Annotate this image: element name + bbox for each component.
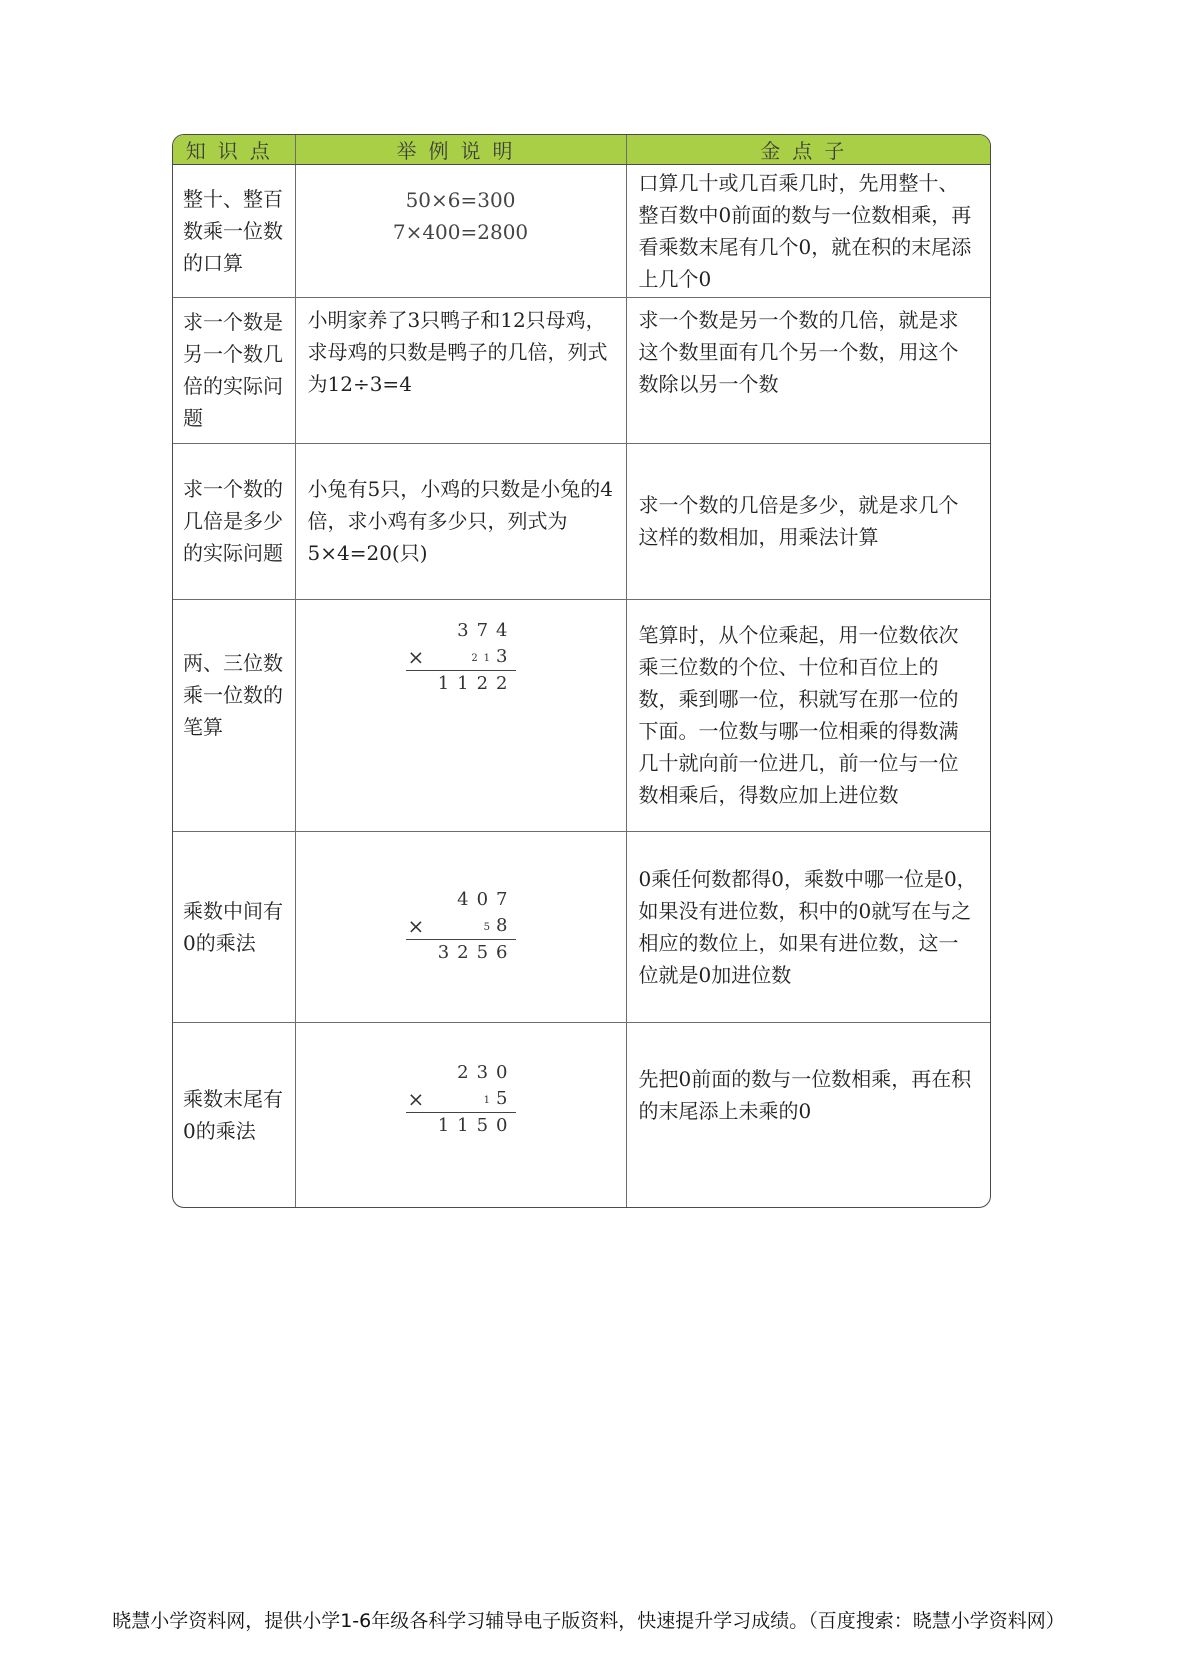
table-row — [173, 443, 990, 599]
header-tip: 金点子 — [626, 135, 990, 165]
vertical-top-number: 374 — [457, 619, 516, 641]
table-row — [173, 165, 990, 298]
knowledge-table-grid — [173, 135, 990, 1207]
table-row — [173, 1022, 990, 1207]
table-row — [173, 831, 990, 1022]
multiply-sign: × — [407, 1087, 425, 1112]
example-cell — [295, 831, 626, 1022]
carry-digits: 5 — [483, 922, 497, 934]
vertical-result: 1122 — [437, 672, 516, 694]
carry-digits: 1 — [483, 1095, 497, 1107]
example-calc-line: 7×400=2800 — [392, 220, 529, 245]
table-row — [173, 599, 990, 831]
vertical-top-number: 230 — [457, 1062, 516, 1084]
tip-cell: 求一个数的几倍是多少，就是求几个这样的数相加，用乘法计算 — [626, 443, 990, 599]
header-example: 举例说明 — [295, 135, 626, 165]
vertical-multiplier-row — [406, 913, 516, 940]
topic-cell: 乘数中间有0的乘法 — [173, 831, 295, 1022]
tip-cell: 0乘任何数都得0，乘数中哪一位是0，如果没有进位数，积中的0就写在与之相应的数位上，如果有进位数，这一位就是0加进位数 — [626, 831, 990, 1022]
vertical-result: 3256 — [437, 942, 516, 964]
topic-cell: 整十、整百数乘一位数的口算 — [173, 165, 295, 298]
vertical-calculation — [406, 1060, 516, 1139]
tip-cell: 笔算时，从个位乘起，用一位数依次乘三位数的个位、十位和百位上的数，乘到哪一位，积就写在那一位的下面。一位数与哪一位相乘的得数满几十就向前一位进几，前一位与一位数相乘后，得数应加上进位数 — [626, 599, 990, 831]
topic-cell: 乘数末尾有0的乘法 — [173, 1022, 295, 1207]
carry-digits: 21 — [471, 652, 497, 664]
multiply-sign: × — [407, 914, 425, 939]
tip-text: 先把0前面的数与一位数相乘，再在积的末尾添上未乘的0 — [638, 1066, 972, 1123]
header-knowledge-point: 知识点 — [173, 135, 295, 165]
tip-cell: 口算几十或几百乘几时，先用整十、整百数中0前面的数与一位数相乘，再看乘数末尾有几个0，就在积的末尾添上几个0 — [626, 165, 990, 298]
topic-cell: 求一个数的几倍是多少的实际问题 — [173, 443, 295, 599]
topic-text: 两、三位数乘一位数的笔算 — [183, 651, 283, 740]
vertical-top-number: 407 — [457, 889, 516, 911]
vertical-calculation — [406, 887, 516, 966]
tip-cell: 求一个数是另一个数的几倍，就是求这个数里面有几个另一个数，用这个数除以另一个数 — [626, 298, 990, 444]
topic-cell — [173, 599, 295, 831]
example-cell — [295, 165, 626, 298]
vertical-multiplier: 5 — [496, 1088, 516, 1110]
vertical-calculation — [406, 618, 516, 697]
header-row — [173, 135, 990, 165]
topic-cell: 求一个数是另一个数几倍的实际问题 — [173, 298, 295, 444]
example-cell — [295, 599, 626, 831]
example-calc-line: 50×6=300 — [405, 188, 516, 213]
example-cell — [295, 1022, 626, 1207]
table-row — [173, 298, 990, 444]
example-cell: 小兔有5只，小鸡的只数是小兔的4倍，求小鸡有多少只，列式为5×4=20(只) — [295, 443, 626, 599]
footer-text: 晓慧小学资料网，提供小学1-6年级各科学习辅导电子版资料，快速提升学习成绩。（百度搜索：晓慧小学资料网） — [112, 1610, 1065, 1632]
multiply-sign: × — [407, 644, 425, 669]
knowledge-table — [172, 134, 991, 1208]
vertical-multiplier: 8 — [496, 915, 516, 937]
vertical-multiplier: 3 — [496, 645, 516, 667]
example-cell: 小明家养了3只鸭子和12只母鸡，求母鸡的只数是鸭子的几倍，列式为12÷3=4 — [295, 298, 626, 444]
vertical-result: 1150 — [437, 1115, 516, 1137]
vertical-multiplier-row — [406, 644, 516, 671]
vertical-multiplier-row — [406, 1086, 516, 1113]
tip-cell — [626, 1022, 990, 1207]
